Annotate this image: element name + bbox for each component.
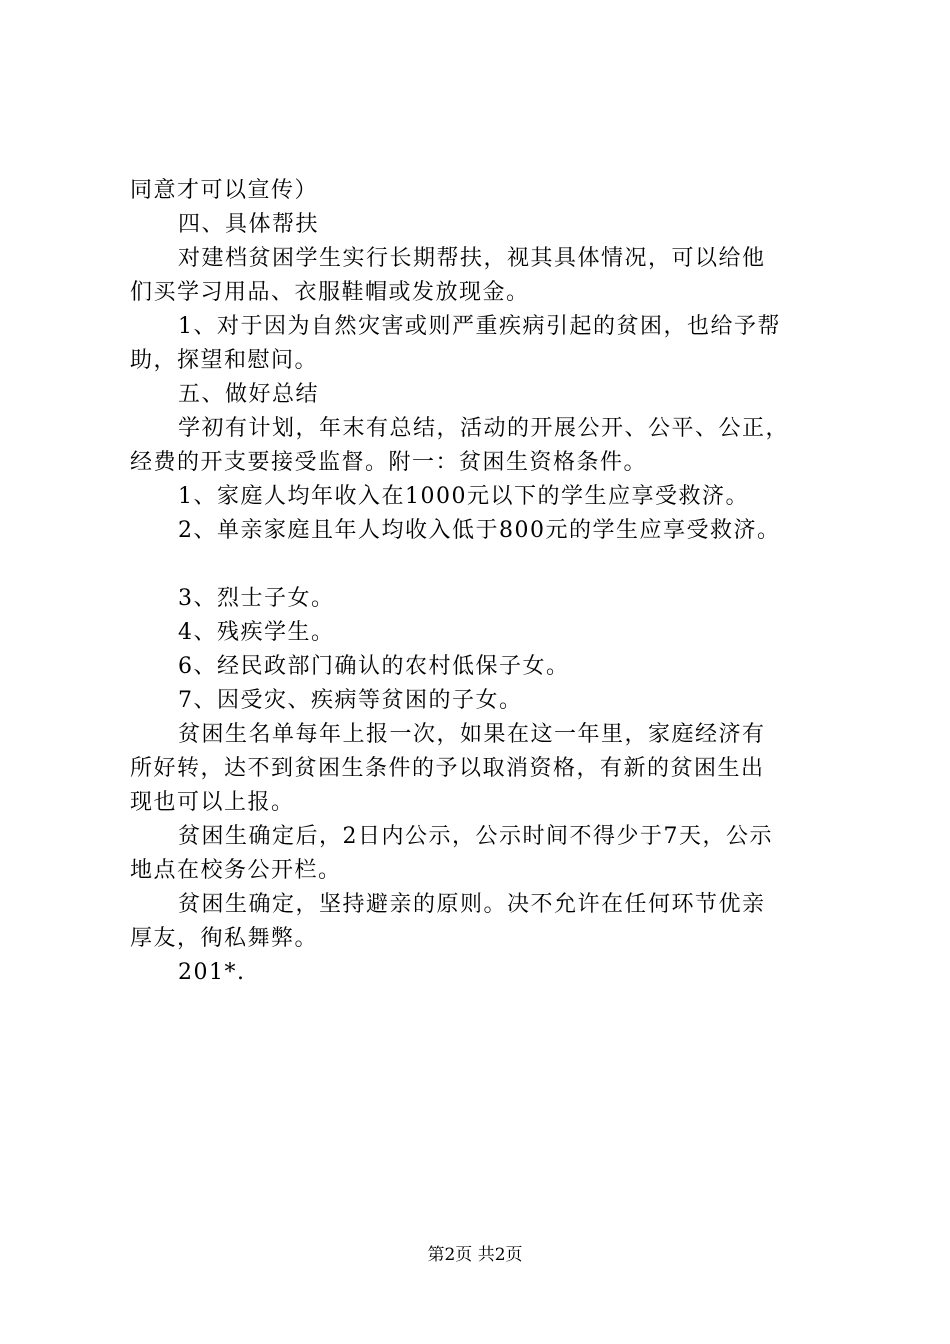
section-heading: 五、做好总结: [178, 382, 320, 407]
text-line: 厚友，徇私舞弊。: [130, 926, 319, 951]
document-body: [130, 174, 836, 990]
text-line: 们买学习用品、衣服鞋帽或发放现金。: [130, 280, 530, 305]
blank-line: [130, 548, 836, 582]
list-item: 3、烈士子女。: [178, 586, 335, 611]
text-line: 学初有计划，年末有总结，活动的开展公开、公平、公正，: [178, 416, 790, 441]
section-heading: 四、具体帮扶: [178, 212, 320, 237]
text-line: 1、对于因为自然灾害或则严重疾病引起的贫困，也给予帮: [178, 314, 781, 339]
text-line: 贫困生确定，坚持避亲的原则。决不允许在任何环节优亲: [178, 892, 766, 917]
text-line: 贫困生确定后，2日内公示，公示时间不得少于7天，公示: [178, 824, 773, 849]
list-item: 6、经民政部门确认的农村低保子女。: [178, 654, 570, 679]
list-item: 2、单亲家庭且年人均收入低于800元的学生应享受救济。: [178, 518, 781, 543]
text-line: 贫困生名单每年上报一次，如果在这一年里，家庭经济有: [178, 722, 766, 747]
text-line: 经费的开支要接受监督。附一：贫困生资格条件。: [130, 450, 648, 475]
page-number-footer: 第2页 共2页: [427, 1245, 523, 1265]
text-line: 对建档贫困学生实行长期帮扶，视其具体情况，可以给他: [178, 246, 766, 271]
text-line: 地点在校务公开栏。: [130, 858, 342, 883]
list-item: 7、因受灾、疾病等贫困的子女。: [178, 688, 523, 713]
text-line: 助，探望和慰问。: [130, 348, 319, 373]
text-line: 所好转，达不到贫困生条件的予以取消资格，有新的贫困生出: [130, 756, 765, 781]
text-line: 现也可以上报。: [130, 790, 295, 815]
date-line: 201*.: [178, 960, 246, 985]
list-item: 1、家庭人均年收入在1000元以下的学生应享受救济。: [178, 484, 749, 509]
list-item: 4、残疾学生。: [178, 620, 335, 645]
text-line: 同意才可以宣传）: [130, 178, 319, 203]
